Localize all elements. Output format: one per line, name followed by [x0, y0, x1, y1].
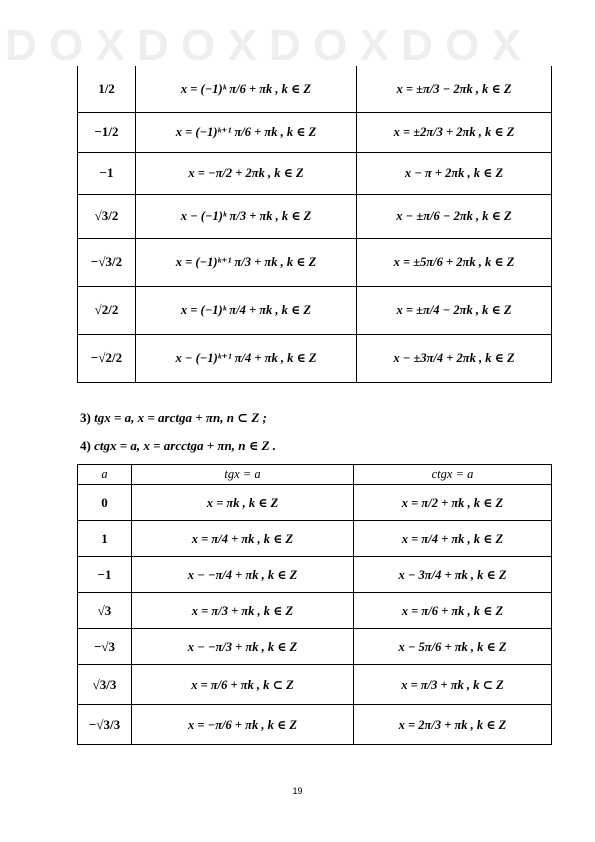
ctg-solution-cell: x = π/4 + πk , k ∈ Z: [354, 521, 552, 557]
value-cell: −√3/2: [78, 238, 136, 286]
cos-solution-cell: x = ±2π/3 + 2πk , k ∈ Z: [357, 112, 552, 152]
value-cell: 1/2: [78, 66, 136, 112]
sin-solution-cell: x − (−1)ᵏ⁺¹ π/4 + πk , k ∈ Z: [136, 334, 357, 382]
sin-solution-cell: x − (−1)ᵏ π/3 + πk , k ∈ Z: [136, 194, 357, 238]
sin-solution-cell: x = (−1)ᵏ⁺¹ π/3 + πk , k ∈ Z: [136, 238, 357, 286]
cos-solution-cell: x − π + 2πk , k ∈ Z: [357, 152, 552, 194]
tg-solution-cell: x = π/6 + πk , k ⊂ Z: [132, 665, 354, 705]
cos-solution-cell: x = ±π/3 − 2πk , k ∈ Z: [357, 66, 552, 112]
ctg-solution-cell: x = 2π/3 + πk , k ∈ Z: [354, 705, 552, 745]
tg-solution-cell: x = πk , k ∈ Z: [132, 485, 354, 521]
tg-solution-cell: x = π/3 + πk , k ∈ Z: [132, 593, 354, 629]
value-cell: −√3/3: [78, 705, 132, 745]
value-cell: 0: [78, 485, 132, 521]
table-row: [78, 593, 552, 629]
svg-text:D O X D O X D O X D O X: D O X D O X D O X D O X: [5, 21, 521, 70]
cos-solution-cell: x − ±3π/4 + 2πk , k ∈ Z: [357, 334, 552, 382]
table-row: [78, 665, 552, 705]
table-row: [78, 705, 552, 745]
value-cell: 1: [78, 521, 132, 557]
tangent-formula-note: 3) tgx = a, x = arctga + πn, n ⊂ Z ;: [80, 410, 267, 425]
table-header-row: [78, 465, 552, 485]
cos-solution-cell: x = ±5π/6 + 2πk , k ∈ Z: [357, 238, 552, 286]
tg-solution-cell: x − −π/3 + πk , k ∈ Z: [132, 629, 354, 665]
value-cell: √3: [78, 593, 132, 629]
header-tg: tgx = a: [132, 465, 354, 485]
header-a: a: [78, 465, 132, 485]
tan-cot-solutions-table: [77, 464, 552, 745]
sin-cos-solutions-table: [77, 66, 552, 383]
sin-solution-cell: x = (−1)ᵏ π/6 + πk , k ∈ Z: [136, 66, 357, 112]
ctg-solution-cell: x − 5π/6 + πk , k ∈ Z: [354, 629, 552, 665]
value-cell: √3/3: [78, 665, 132, 705]
table-row: [78, 238, 552, 286]
tg-solution-cell: x − −π/4 + πk , k ∈ Z: [132, 557, 354, 593]
ctg-solution-cell: x = π/2 + πk , k ∈ Z: [354, 485, 552, 521]
value-cell: √2/2: [78, 286, 136, 334]
value-cell: −1/2: [78, 112, 136, 152]
table-row: [78, 521, 552, 557]
sin-solution-cell: x = (−1)ᵏ π/4 + πk , k ∈ Z: [136, 286, 357, 334]
table-row: [78, 194, 552, 238]
value-cell: −√2/2: [78, 334, 136, 382]
table-row: [78, 112, 552, 152]
sin-solution-cell: x = (−1)ᵏ⁺¹ π/6 + πk , k ∈ Z: [136, 112, 357, 152]
table-row: [78, 629, 552, 665]
cotangent-formula-note: 4) ctgx = a, x = arcctga + πn, n ∈ Z .: [80, 438, 277, 453]
value-cell: −1: [78, 152, 136, 194]
value-cell: −√3: [78, 629, 132, 665]
table-row: [78, 557, 552, 593]
page-number: 19: [292, 786, 303, 796]
table-row: [78, 286, 552, 334]
header-ctg: ctgx = a: [354, 465, 552, 485]
ctg-solution-cell: x − 3π/4 + πk , k ∈ Z: [354, 557, 552, 593]
table-row: [78, 66, 552, 112]
table-row: [78, 485, 552, 521]
value-cell: √3/2: [78, 194, 136, 238]
tg-solution-cell: x = π/4 + πk , k ∈ Z: [132, 521, 354, 557]
cos-solution-cell: x − ±π/6 − 2πk , k ∈ Z: [357, 194, 552, 238]
value-cell: −1: [78, 557, 132, 593]
sin-solution-cell: x = −π/2 + 2πk , k ∈ Z: [136, 152, 357, 194]
ctg-solution-cell: x = π/6 + πk , k ∈ Z: [354, 593, 552, 629]
table-row: [78, 152, 552, 194]
table-row: [78, 334, 552, 382]
cos-solution-cell: x = ±π/4 − 2πk , k ∈ Z: [357, 286, 552, 334]
ctg-solution-cell: x = π/3 + πk , k ⊂ Z: [354, 665, 552, 705]
tg-solution-cell: x = −π/6 + πk , k ∈ Z: [132, 705, 354, 745]
